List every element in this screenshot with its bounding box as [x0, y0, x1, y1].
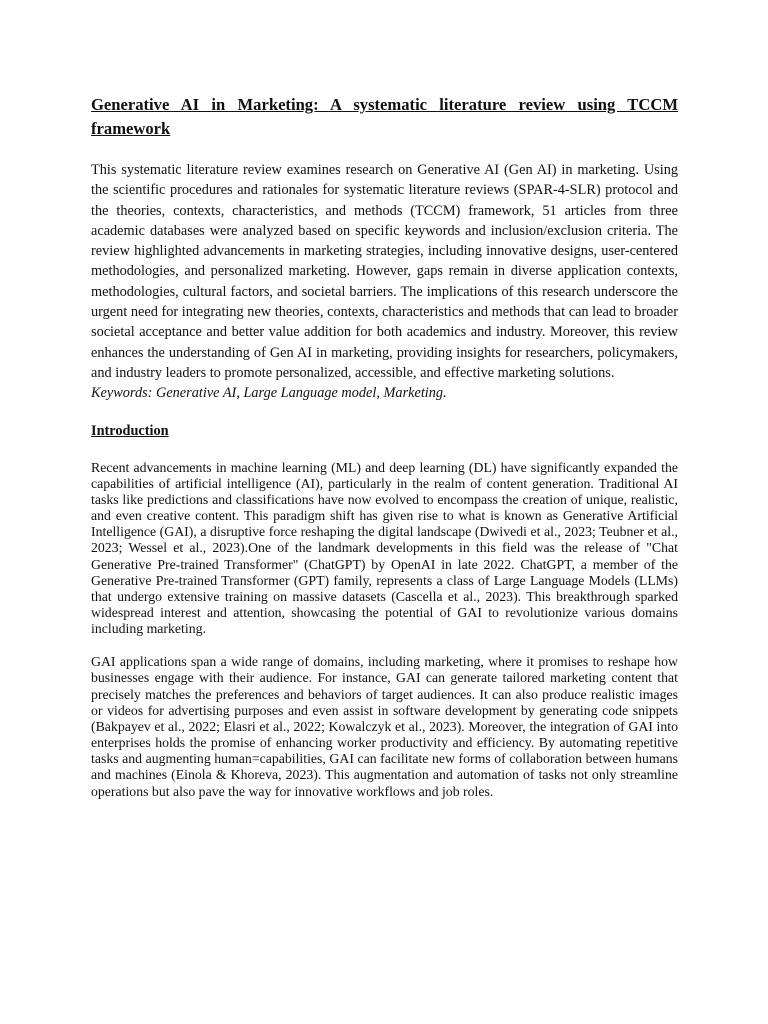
abstract-paragraph: This systematic literature review examines research on Generative AI (Gen AI) in marketing. Using the scientific procedures and rationales for systematic literature reviews (SPAR-4-SLR) protocol and the theories, contexts, characteristics, and methods (TCCM) framework, 51 articles from three academic databases were analyzed based on specific keywords and inclusion/exclusion criteria. The review highlighted advancements in marketing strategies, including innovative designs, user-centered methodologies, and personalized marketing. However, gaps remain in diverse application contexts, methodologies, cultural factors, and societal barriers. The implications of this research underscore the urgent need for integrating new theories, contexts, characteristics and methods that can lead to broader societal acceptance and better value addition for both academics and industry. Moreover, this review enhances the understanding of Gen AI in marketing, providing insights for researchers, policymakers, and industry leaders to promote personalized, accessible, and effective marketing solutions.	[91, 162, 678, 381]
introduction-paragraph-2: GAI applications span a wide range of domains, including marketing, where it promises to reshape how businesses engage with their audience. For instance, GAI can generate tailored marketing content that precisely matches the preferences and behaviors of target audiences. It can also produce realistic images or videos for advertising purposes and even assist in software development by generating code snippets (Bakpayev et al., 2022; Elasri et al., 2022; Kowalczyk et al., 2023). Moreover, the integration of GAI into enterprises holds the promise of enhancing worker productivity and efficiency. By automating repetitive tasks and augmenting human=capabilities, GAI can facilitate new forms of collaboration between humans and machines (Einola & Khoreva, 2023). This augmentation and automation of tasks not only streamline operations but also pave the way for innovative workflows and job roles.	[91, 654, 678, 799]
introduction-paragraph-1: Recent advancements in machine learning (ML) and deep learning (DL) have significantly expanded the capabilities of artificial intelligence (AI), particularly in the realm of content generation. Traditional AI tasks like predictions and classifications have now evolved to encompass the creation of unique, realistic, and even creative content. This paradigm shift has given rise to what is known as Generative Artificial Intelligence (GAI), a disruptive force reshaping the digital landscape (Dwivedi et al., 2023; Teubner et al., 2023; Wessel et al., 2023).One of the landmark developments in this field was the release of "Chat Generative Pre-trained Transformer" (ChatGPT) by OpenAI in late 2022. ChatGPT, a member of the Generative Pre-trained Transformer (GPT) family, represents a class of Large Language Models (LLMs) that undergo extensive training on massive datasets (Cascella et al., 2023). This breakthrough sparked widespread interest and attention, showcasing the potential of GAI to revolutionize various domains including marketing.	[91, 459, 678, 637]
keywords-line: Keywords: Generative AI, Large Language model, Marketing.	[91, 385, 447, 402]
document-page	[91, 93, 678, 800]
paper-title: Generative AI in Marketing: A systematic literature review using TCCM framework	[91, 95, 678, 138]
introduction-heading: Introduction	[91, 422, 169, 439]
